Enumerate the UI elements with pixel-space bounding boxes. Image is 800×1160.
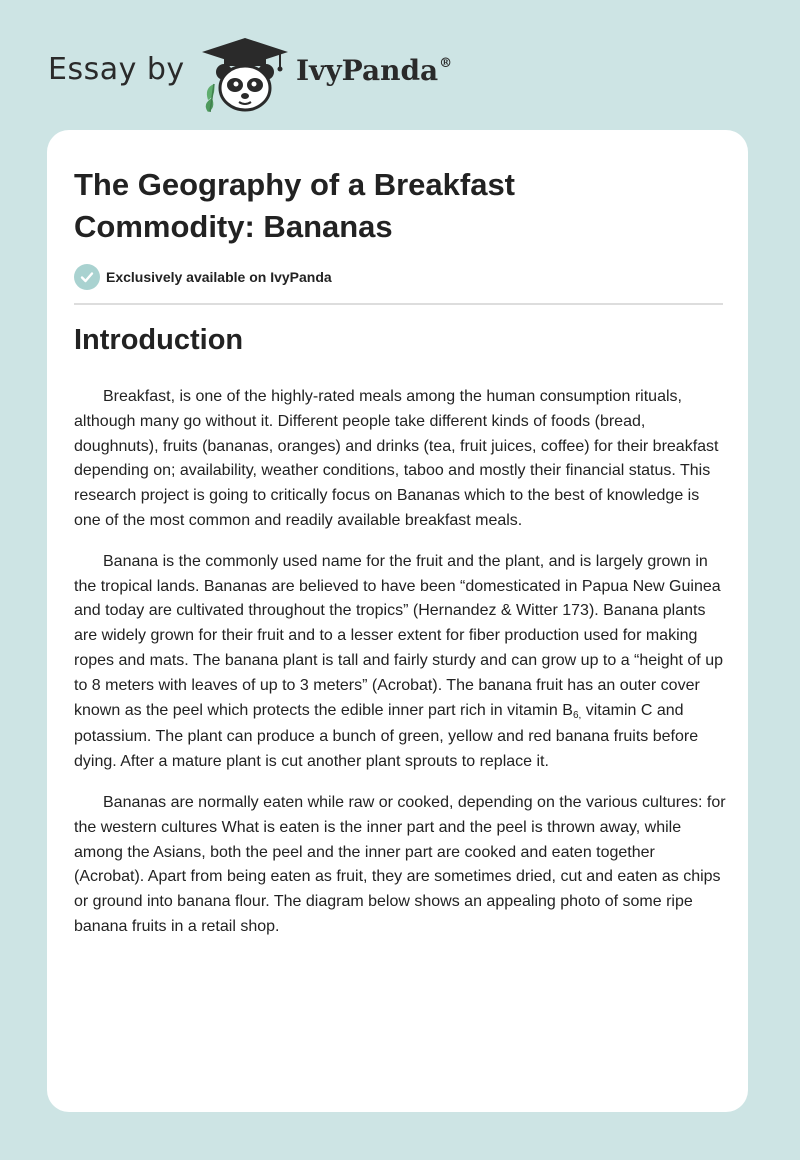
section-heading-introduction: Introduction: [74, 324, 244, 356]
vitamin-subscript: 6,: [572, 709, 582, 721]
essay-body: [74, 385, 726, 956]
brand-name[interactable]: IvyPanda®: [296, 54, 453, 87]
exclusive-badge-text: Exclusively available on IvyPanda: [106, 269, 332, 285]
paragraph-3: Bananas are normally eaten while raw or cooked, depending on the various cultures: for the western cultures What is eaten is the inner part and the peel is thrown away, while among the Asians, both the peel and the inner part are cooked and eaten together (Acrobat). Apart from being eaten as fruit, they are sometimes dried, cut and eaten as chips or ground into banana flour. The diagram below shows an appealing photo of some ripe banana fruits in a retail shop.: [74, 793, 726, 935]
essay-title: The Geography of a Breakfast Commodity: Bananas: [74, 167, 516, 244]
panda-logo-icon[interactable]: [200, 36, 290, 112]
check-icon: [74, 264, 100, 290]
essay-by-label: Essay by: [48, 52, 185, 87]
registered-mark: ®: [439, 56, 453, 71]
exclusive-badge: [74, 264, 332, 290]
site-header: [48, 30, 568, 110]
paragraph-1: Breakfast, is one of the highly-rated meals among the human consumption rituals, although many go without it. Different people take different kinds of foods (bread, doughnuts), fruits (bananas, oranges) and drinks (tea, fruit juices, coffee) for their breakfast depending on; availability, weather conditions, taboo and mostly their financial status. This research project is going to critically focus on Bananas which to the best of knowledge is one of the most common and readily available breakfast meals.: [74, 388, 719, 529]
divider: [74, 303, 723, 305]
paragraph-2: Banana is the commonly used name for the fruit and the plant, and is largely grown in the tropical lands. Bananas are believed to have been “domesticated in Papua New Guinea and today are cultivated throughout the tropics” (Hernandez & Witter 173). Banana plants are widely grown for their fruit and to a lesser extent for fiber production used for making ropes and mats. The banana plant is tall and fairly sturdy and can grow up to a “height of up to 8 meters with leaves of up to 3 meters” (Acrobat). The banana fruit has an outer cover known as the peel which protects the edible inner part rich in vitamin $B_{6,}$ vitamin C and potassium. The plant can produce a bunch of green, yellow and red banana fruits before dying. After a mature plant is cut another plant sprouts to replace it.: [74, 552, 723, 771]
essay-card: [47, 130, 748, 1112]
